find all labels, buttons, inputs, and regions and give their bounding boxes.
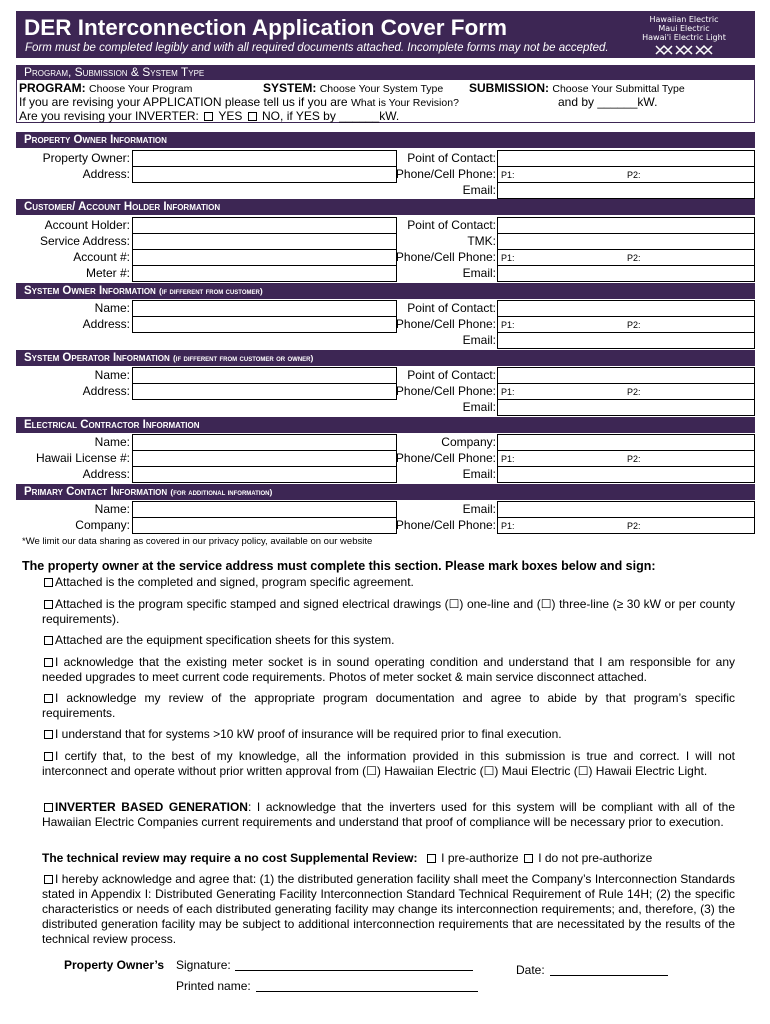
primary-contact-title-bar: [16, 484, 755, 500]
contractor-company-label: Company:: [441, 435, 496, 449]
attest-text: I hereby acknowledge and agree that: (1) the distributed generation facility shall meet the Company’s Interconnection Standards stated in Appendix I: Distributed Generating Facility Interconnection Standard Technical Requirement of Rule 14H; (2) the specific characteristics or needs of each distributed generating facility may change its interconnection requirements; and, therefore, (3) the distributed generation facility may be subject to additional interconnection requirements that are necessitated by the results of the technical review process.: [42, 872, 735, 946]
account-holder-label: Account Holder:: [44, 218, 130, 232]
contractor-phone-label: Phone/Cell Phone:: [395, 451, 496, 465]
no-preauthorize-label: I do not pre-authorize: [538, 851, 653, 865]
p1-label: P1:: [501, 521, 515, 531]
customer-phone-field[interactable]: [497, 249, 755, 266]
logo-line-1: Hawaiian Electric: [649, 15, 719, 24]
attest-checkbox[interactable]: [44, 752, 53, 761]
property-owner-field[interactable]: [132, 150, 397, 167]
property-owner-phone-field[interactable]: [497, 166, 755, 183]
property-owner-address-label: Address:: [82, 167, 130, 181]
attest-checkbox[interactable]: [44, 694, 53, 703]
meter-number-field[interactable]: [132, 265, 397, 282]
submission-select[interactable]: Choose Your Submittal Type: [552, 83, 685, 95]
attest-item-6: [42, 727, 735, 742]
p2-label: P2:: [627, 521, 641, 531]
property-owner-phone-label: Phone/Cell Phone:: [395, 167, 496, 181]
property-owner-address-field[interactable]: [132, 166, 397, 183]
attest-item-3: [42, 633, 735, 648]
date-line[interactable]: [550, 975, 668, 976]
revising-application-row: [19, 96, 459, 110]
account-number-field[interactable]: [132, 249, 397, 266]
attest-heading: The property owner at the service address must complete this section. Please mark boxes below and sign:: [22, 559, 656, 573]
p2-label: P2:: [627, 454, 641, 464]
date-label: Date:: [516, 963, 545, 977]
contractor-address-label: Address:: [82, 467, 130, 481]
p1-label: P1:: [501, 454, 515, 464]
system-operator-email-field[interactable]: [497, 399, 755, 416]
attest-text: I certify that, to the best of my knowledge, all the information provided in this submission is true and correct. I will not interconnect and operate without prior written approval from (☐) Hawaiian Electric (☐) Maui Electric (☐) Hawaii Electric Light.: [42, 749, 735, 778]
attest-text: I acknowledge my review of the appropriate program documentation and agree to abide by that program’s specific requirements.: [42, 691, 735, 720]
revision-select[interactable]: What is Your Revision?: [350, 97, 459, 109]
license-label: Hawaii License #:: [35, 451, 130, 465]
attest-item-final: [42, 872, 735, 947]
program-label: PROGRAM:: [19, 81, 86, 95]
customer-email-field[interactable]: [497, 265, 755, 282]
p2-label: P2:: [627, 253, 641, 263]
account-number-label: Account #:: [73, 250, 130, 264]
contractor-phone-field[interactable]: [497, 450, 755, 467]
signature-label: Signature:: [176, 958, 231, 972]
contractor-email-label: Email:: [462, 467, 496, 481]
property-owner-contact-label: Point of Contact:: [407, 151, 496, 165]
contractor-email-field[interactable]: [497, 466, 755, 483]
system-owner-contact-label: Point of Contact:: [407, 301, 496, 315]
printed-name-line[interactable]: [256, 991, 478, 992]
system-operator-email-label: Email:: [462, 400, 496, 414]
inverter-no-label: NO,: [262, 109, 284, 123]
system-operator-phone-field[interactable]: [497, 383, 755, 400]
page-subtitle: Form must be completed legibly and with all required documents attached. Incomplete forms may not be accepted.: [25, 42, 609, 54]
program-section-title: Program, Submission & System Type: [16, 65, 755, 80]
primary-contact-email-label: Email:: [462, 502, 496, 516]
system-owner-note: (if different from customer): [159, 286, 263, 296]
page-title: DER Interconnection Application Cover Form: [24, 15, 507, 40]
inverter-kw-text: if YES by ______kW.: [286, 109, 400, 123]
system-owner-name-field[interactable]: [132, 300, 397, 317]
supplemental-review-row: [42, 852, 652, 865]
system-owner-phone-field[interactable]: [497, 316, 755, 333]
customer-phone-label: Phone/Cell Phone:: [395, 250, 496, 264]
system-label: SYSTEM:: [263, 81, 317, 95]
system-operator-name-label: Name:: [94, 368, 130, 382]
license-field[interactable]: [132, 450, 397, 467]
property-owner-email-field[interactable]: [497, 182, 755, 199]
p1-label: P1:: [501, 170, 515, 180]
account-holder-field[interactable]: [132, 217, 397, 234]
service-address-label: Service Address:: [39, 234, 130, 248]
property-owner-label: Property Owner:: [42, 151, 130, 165]
attest-text: : I acknowledge that the inverters used for this system will be compliant with all of the Hawaiian Electric Companies current requirements and understand that proof of compliance will be necessary prior to execution.: [42, 800, 735, 829]
attest-checkbox[interactable]: [44, 658, 53, 667]
attest-text: I understand that for systems >10 kW proof of insurance will be required prior to final execution.: [55, 727, 562, 741]
system-owner-title: System Owner Information: [24, 285, 156, 297]
system-owner-contact-field[interactable]: [497, 300, 755, 317]
program-select[interactable]: Choose Your Program: [89, 83, 193, 95]
system-operator-address-field[interactable]: [132, 383, 397, 400]
attest-item-1: [42, 575, 735, 590]
system-owner-email-field[interactable]: [497, 332, 755, 349]
primary-contact-company-label: Company:: [75, 518, 130, 532]
attest-checkbox[interactable]: [44, 803, 53, 812]
p2-label: P2:: [627, 320, 641, 330]
revising-inverter-row: [19, 110, 399, 123]
attest-checkbox[interactable]: [44, 578, 53, 587]
customer-email-label: Email:: [462, 266, 496, 280]
inverter-yes-label: YES: [218, 109, 243, 123]
attest-item-7: [42, 749, 735, 779]
attest-checkbox[interactable]: [44, 875, 53, 884]
attest-item-5: [42, 691, 735, 721]
submission-row: [469, 82, 685, 96]
system-operator-contact-label: Point of Contact:: [407, 368, 496, 382]
attest-text: I acknowledge that the existing meter socket is in sound operating condition and understand that I am responsible for any needed upgrades to meet current code requirements. Photos of meter socket & main service disconnect attached.: [42, 655, 735, 684]
system-owner-email-label: Email:: [462, 333, 496, 347]
attest-item-2: [42, 597, 735, 627]
contractor-name-label: Name:: [94, 435, 130, 449]
system-owner-title-bar: [16, 283, 755, 299]
inverter-bold-text: INVERTER BASED GENERATION: [55, 800, 248, 814]
primary-contact-title: Primary Contact Information: [24, 486, 168, 498]
primary-contact-email-field[interactable]: [497, 501, 755, 518]
logo-line-3: Hawai'i Electric Light: [642, 33, 726, 42]
service-address-field[interactable]: [132, 233, 397, 250]
system-operator-title-bar: [16, 350, 755, 366]
attest-checkbox[interactable]: [44, 636, 53, 645]
p2-label: P2:: [627, 170, 641, 180]
primary-contact-note: (for additional information): [170, 487, 273, 497]
program-row: [19, 82, 192, 96]
revising-inverter-text: Are you revising your INVERTER:: [19, 109, 199, 123]
attest-checkbox[interactable]: [44, 600, 53, 609]
p1-label: P1:: [501, 320, 515, 330]
attest-item-inverter: [42, 800, 735, 830]
logo-mark-icon: [654, 44, 714, 56]
customer-contact-field[interactable]: [497, 217, 755, 234]
property-owner-contact-field[interactable]: [497, 150, 755, 167]
revision-kw-text: and by ______kW.: [558, 95, 658, 109]
primary-contact-phone-label: Phone/Cell Phone:: [395, 518, 496, 532]
attest-text: Attached are the equipment specification sheets for this system.: [55, 633, 395, 647]
system-operator-title: System Operator Information: [24, 352, 170, 364]
system-operator-name-field[interactable]: [132, 367, 397, 384]
company-logo: [619, 15, 749, 56]
contractor-address-field[interactable]: [132, 466, 397, 483]
preauthorize-checkbox[interactable]: [427, 854, 436, 863]
signature-line[interactable]: [235, 970, 473, 971]
system-operator-contact-field[interactable]: [497, 367, 755, 384]
no-preauthorize-checkbox[interactable]: [524, 854, 533, 863]
submission-label: SUBMISSION:: [469, 81, 550, 95]
primary-contact-name-field[interactable]: [132, 501, 397, 518]
system-operator-phone-label: Phone/Cell Phone:: [395, 384, 496, 398]
primary-contact-company-field[interactable]: [132, 517, 397, 534]
property-owner-email-label: Email:: [462, 183, 496, 197]
system-row: [263, 82, 443, 96]
revising-application-text: If you are revising your APPLICATION please tell us if you are: [19, 95, 348, 109]
preauthorize-label: I pre-authorize: [441, 851, 519, 865]
printed-name-label: Printed name:: [176, 979, 251, 993]
privacy-note: *We limit our data sharing as covered in our privacy policy, available on our website: [22, 536, 373, 547]
customer-contact-label: Point of Contact:: [407, 218, 496, 232]
system-operator-address-label: Address:: [82, 384, 130, 398]
customer-title: Customer/ Account Holder Information: [16, 199, 755, 215]
system-owner-address-label: Address:: [82, 317, 130, 331]
contractor-title: Electrical Contractor Information: [16, 417, 755, 433]
attest-item-4: [42, 655, 735, 685]
p1-label: P1:: [501, 253, 515, 263]
system-operator-note: (if different from customer or owner): [172, 353, 314, 363]
system-select[interactable]: Choose Your System Type: [319, 83, 444, 95]
system-owner-name-label: Name:: [94, 301, 130, 315]
p2-label: P2:: [627, 387, 641, 397]
primary-contact-name-label: Name:: [94, 502, 130, 516]
system-owner-address-field[interactable]: [132, 316, 397, 333]
supplemental-review-label: The technical review may require a no cost Supplemental Review:: [42, 851, 418, 865]
inverter-yes-checkbox[interactable]: [204, 112, 213, 121]
system-owner-phone-label: Phone/Cell Phone:: [395, 317, 496, 331]
logo-line-2: Maui Electric: [658, 24, 710, 33]
meter-number-label: Meter #:: [85, 266, 130, 280]
primary-contact-phone-field[interactable]: [497, 517, 755, 534]
form-header: [16, 11, 755, 58]
contractor-company-field[interactable]: [497, 434, 755, 451]
owner-signature-caption: Property Owner’s: [64, 958, 165, 972]
inverter-no-checkbox[interactable]: [248, 112, 257, 121]
tmk-field[interactable]: [497, 233, 755, 250]
attest-checkbox[interactable]: [44, 730, 53, 739]
p1-label: P1:: [501, 387, 515, 397]
attest-text: Attached is the completed and signed, program specific agreement.: [55, 575, 414, 589]
contractor-name-field[interactable]: [132, 434, 397, 451]
attest-text: Attached is the program specific stamped and signed electrical drawings (☐) one-line and (☐) three-line (≥ 30 kW or per county requirements).: [42, 597, 735, 626]
tmk-label: TMK:: [467, 234, 496, 248]
property-owner-title: Property Owner Information: [16, 132, 755, 148]
